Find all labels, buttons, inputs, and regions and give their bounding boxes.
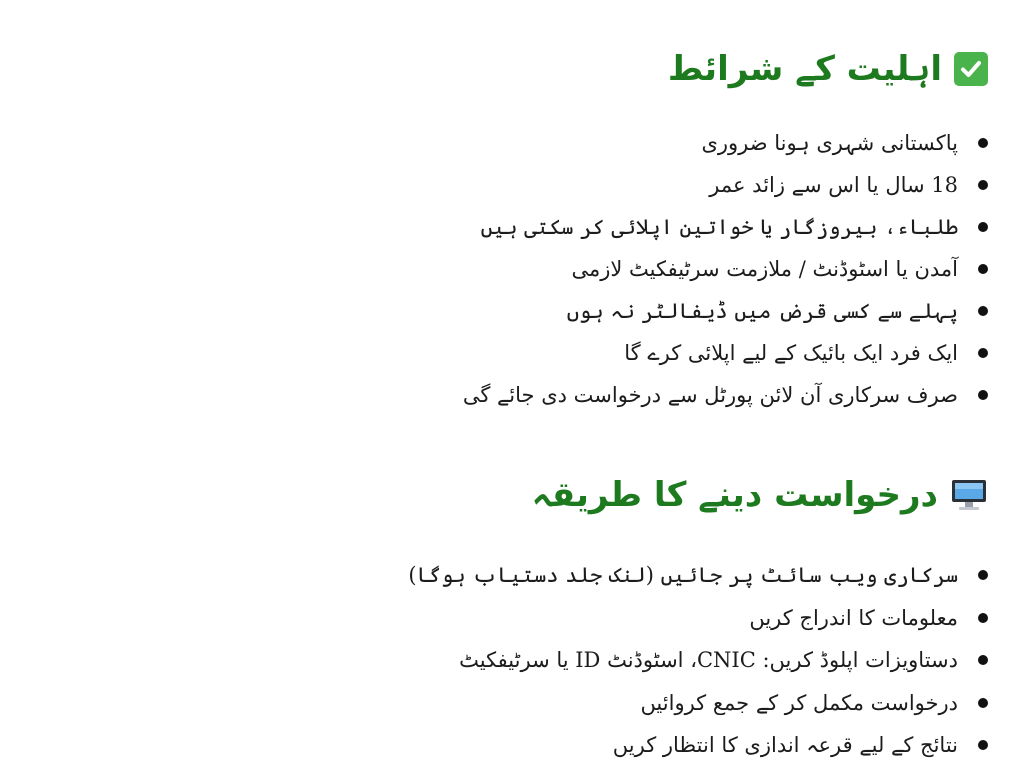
- list-item: [468, 206, 988, 248]
- list-item: [468, 682, 988, 725]
- bullet: [978, 138, 988, 148]
- bullet: [978, 264, 988, 274]
- bullet: [978, 698, 988, 708]
- eligibility-list: [462, 122, 988, 416]
- bullet: [978, 222, 988, 232]
- desktop-computer-icon: [950, 478, 988, 512]
- bullet: [978, 613, 988, 623]
- bullet: [978, 180, 988, 190]
- list-item-text: ایک فرد ایک بائیک کے لیے اپلائی کرے گا: [624, 341, 958, 365]
- list-item-text: آمدن یا اسٹوڈنٹ / ملازمت سرٹیفکیٹ لازمی: [571, 257, 958, 281]
- bullet: [978, 740, 988, 750]
- eligibility-heading: [468, 44, 988, 94]
- application-process-section: [408, 470, 988, 767]
- list-item-text: پہلے سے کسی قرض میں ڈیفالٹر نہ ہوں: [566, 299, 958, 323]
- list-item-text: 18 سال یا اس سے زائد عمر: [709, 173, 958, 197]
- check-box-icon: [954, 52, 988, 86]
- list-item: [468, 597, 988, 640]
- list-item: [468, 724, 988, 767]
- list-item-text: دستاویزات اپلوڈ کریں: CNIC، اسٹوڈنٹ ID یا سرٹیفکیٹ: [459, 648, 958, 673]
- bullet: [978, 570, 988, 580]
- list-item-text: پاکستانی شہری ہونا ضروری: [701, 131, 958, 155]
- list-item-text: صرف سرکاری آن لائن پورٹل سے درخواست دی جائے گی: [462, 383, 958, 407]
- list-item-text: درخواست مکمل کر کے جمع کروائیں: [640, 690, 958, 715]
- list-item: [468, 290, 988, 332]
- application-heading: [468, 470, 988, 520]
- list-item-text: طلباء، بیروزگار یا خواتین اپلائی کر سکتی ہیں: [480, 215, 958, 239]
- bullet: [978, 655, 988, 665]
- list-item-text: نتائج کے لیے قرعہ اندازی کا انتظار کریں: [612, 733, 958, 758]
- application-title: درخواست دینے کا طریقہ: [531, 475, 938, 515]
- eligibility-title: اہلیت کے شرائط: [667, 49, 942, 89]
- list-item: [462, 374, 988, 416]
- list-item: [468, 332, 988, 374]
- list-item-text: معلومات کا اندراج کریں: [749, 605, 958, 630]
- bullet: [978, 390, 988, 400]
- list-item-text: سرکاری ویب سائٹ پر جائیں (لنک جلد دستیاب ہوگا): [408, 563, 958, 588]
- list-item: [408, 554, 988, 597]
- list-item: [468, 248, 988, 290]
- list-item: [468, 122, 988, 164]
- list-item: [468, 164, 988, 206]
- bullet: [978, 306, 988, 316]
- application-steps-list: [408, 554, 988, 767]
- bullet: [978, 348, 988, 358]
- eligibility-section: [462, 44, 988, 416]
- list-item: [459, 639, 988, 682]
